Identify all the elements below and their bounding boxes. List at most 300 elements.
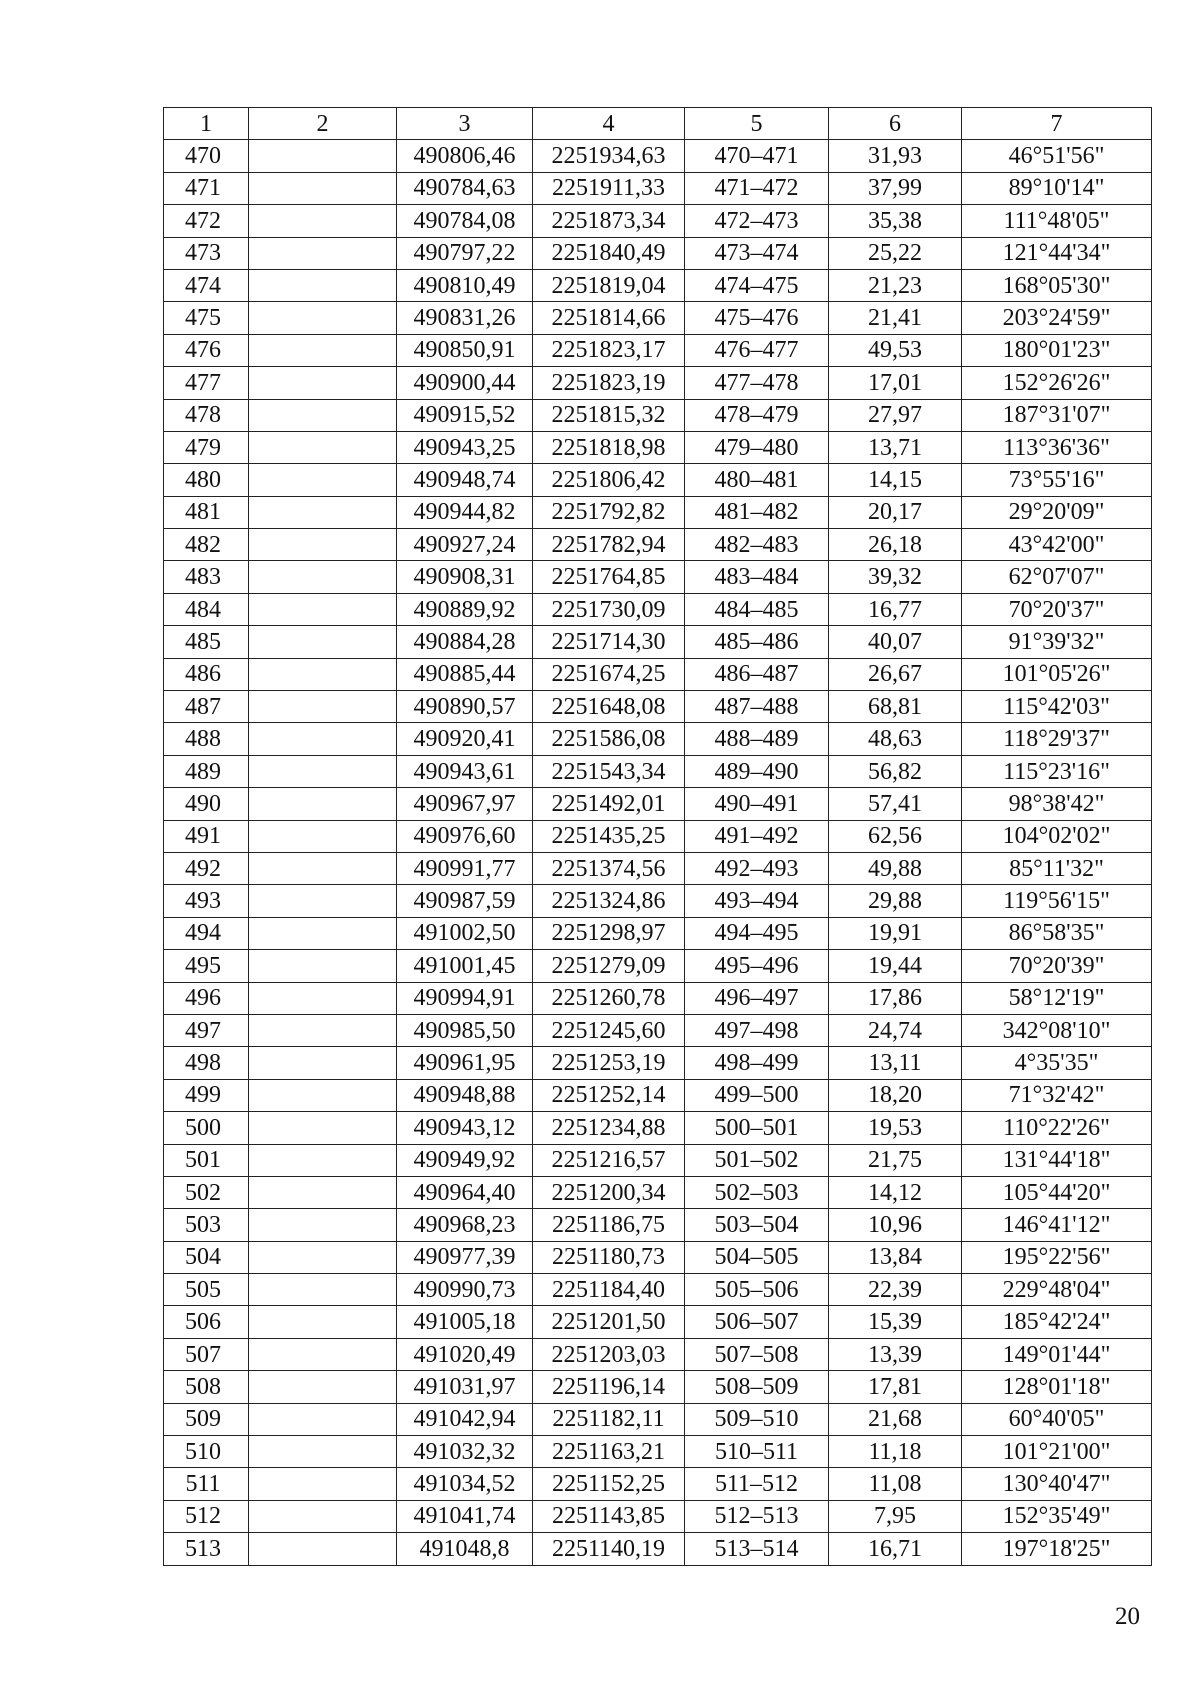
cell-coordinate-y: 2251814,66 bbox=[533, 302, 685, 334]
cell-bearing: 91°39'32" bbox=[962, 626, 1152, 658]
table-row bbox=[164, 1047, 1152, 1079]
cell-segment: 485–486 bbox=[685, 626, 829, 658]
header-cell-4: 4 bbox=[533, 108, 685, 140]
cell-distance: 29,88 bbox=[829, 885, 962, 917]
cell-coordinate-x: 491048,8 bbox=[397, 1533, 533, 1565]
table-body bbox=[164, 140, 1152, 1565]
cell-coordinate-x: 490908,31 bbox=[397, 561, 533, 593]
cell-coordinate-x: 490948,88 bbox=[397, 1079, 533, 1111]
cell-coordinate-y: 2251806,42 bbox=[533, 464, 685, 496]
cell-coordinate-x: 490943,25 bbox=[397, 431, 533, 463]
cell-distance: 13,11 bbox=[829, 1047, 962, 1079]
cell-coordinate-y: 2251819,04 bbox=[533, 269, 685, 301]
cell-distance: 39,32 bbox=[829, 561, 962, 593]
table-row bbox=[164, 885, 1152, 917]
table-row bbox=[164, 788, 1152, 820]
table-row bbox=[164, 464, 1152, 496]
cell-point-name bbox=[249, 237, 397, 269]
cell-coordinate-x: 491020,49 bbox=[397, 1338, 533, 1370]
cell-distance: 15,39 bbox=[829, 1306, 962, 1338]
cell-point-name bbox=[249, 205, 397, 237]
cell-coordinate-x: 490890,57 bbox=[397, 691, 533, 723]
cell-point-name bbox=[249, 1014, 397, 1046]
cell-segment: 498–499 bbox=[685, 1047, 829, 1079]
cell-point-number: 503 bbox=[164, 1209, 249, 1241]
cell-distance: 40,07 bbox=[829, 626, 962, 658]
table-row bbox=[164, 334, 1152, 366]
table-row bbox=[164, 950, 1152, 982]
cell-point-number: 471 bbox=[164, 172, 249, 204]
cell-distance: 27,97 bbox=[829, 399, 962, 431]
cell-bearing: 105°44'20" bbox=[962, 1176, 1152, 1208]
cell-point-name bbox=[249, 1112, 397, 1144]
table-row bbox=[164, 1306, 1152, 1338]
cell-bearing: 46°51'56" bbox=[962, 140, 1152, 172]
cell-distance: 13,71 bbox=[829, 431, 962, 463]
cell-point-number: 494 bbox=[164, 917, 249, 949]
table-row bbox=[164, 1176, 1152, 1208]
cell-point-name bbox=[249, 691, 397, 723]
cell-distance: 19,44 bbox=[829, 950, 962, 982]
cell-point-name bbox=[249, 1371, 397, 1403]
cell-point-name bbox=[249, 1176, 397, 1208]
cell-coordinate-x: 490987,59 bbox=[397, 885, 533, 917]
cell-coordinate-y: 2251714,30 bbox=[533, 626, 685, 658]
cell-coordinate-x: 490990,73 bbox=[397, 1274, 533, 1306]
cell-coordinate-x: 491042,94 bbox=[397, 1403, 533, 1435]
cell-point-number: 513 bbox=[164, 1533, 249, 1565]
cell-point-number: 506 bbox=[164, 1306, 249, 1338]
cell-point-name bbox=[249, 1436, 397, 1468]
cell-coordinate-x: 490806,46 bbox=[397, 140, 533, 172]
cell-coordinate-x: 490964,40 bbox=[397, 1176, 533, 1208]
cell-point-name bbox=[249, 1144, 397, 1176]
page-number: 20 bbox=[1115, 1603, 1140, 1630]
cell-point-number: 502 bbox=[164, 1176, 249, 1208]
table-row bbox=[164, 820, 1152, 852]
cell-coordinate-y: 2251934,63 bbox=[533, 140, 685, 172]
cell-point-name bbox=[249, 788, 397, 820]
cell-distance: 14,12 bbox=[829, 1176, 962, 1208]
cell-point-name bbox=[249, 1500, 397, 1532]
cell-distance: 17,01 bbox=[829, 367, 962, 399]
table-row bbox=[164, 1468, 1152, 1500]
cell-distance: 49,88 bbox=[829, 852, 962, 884]
cell-coordinate-x: 490967,97 bbox=[397, 788, 533, 820]
cell-segment: 473–474 bbox=[685, 237, 829, 269]
cell-segment: 504–505 bbox=[685, 1241, 829, 1273]
table-row bbox=[164, 1403, 1152, 1435]
cell-coordinate-x: 491005,18 bbox=[397, 1306, 533, 1338]
cell-coordinate-y: 2251180,73 bbox=[533, 1241, 685, 1273]
cell-coordinate-x: 490850,91 bbox=[397, 334, 533, 366]
header-cell-5: 5 bbox=[685, 108, 829, 140]
cell-coordinate-x: 490784,63 bbox=[397, 172, 533, 204]
cell-distance: 17,81 bbox=[829, 1371, 962, 1403]
cell-bearing: 118°29'37" bbox=[962, 723, 1152, 755]
cell-point-number: 480 bbox=[164, 464, 249, 496]
cell-segment: 494–495 bbox=[685, 917, 829, 949]
table-row bbox=[164, 1079, 1152, 1111]
cell-segment: 477–478 bbox=[685, 367, 829, 399]
cell-point-name bbox=[249, 755, 397, 787]
cell-point-number: 487 bbox=[164, 691, 249, 723]
cell-distance: 37,99 bbox=[829, 172, 962, 204]
cell-coordinate-x: 490915,52 bbox=[397, 399, 533, 431]
cell-bearing: 89°10'14" bbox=[962, 172, 1152, 204]
cell-point-name bbox=[249, 982, 397, 1014]
cell-bearing: 203°24'59" bbox=[962, 302, 1152, 334]
cell-point-number: 496 bbox=[164, 982, 249, 1014]
cell-segment: 484–485 bbox=[685, 593, 829, 625]
cell-point-name bbox=[249, 269, 397, 301]
cell-segment: 491–492 bbox=[685, 820, 829, 852]
cell-point-name bbox=[249, 399, 397, 431]
cell-point-name bbox=[249, 723, 397, 755]
cell-coordinate-y: 2251586,08 bbox=[533, 723, 685, 755]
cell-bearing: 85°11'32" bbox=[962, 852, 1152, 884]
cell-bearing: 73°55'16" bbox=[962, 464, 1152, 496]
cell-point-number: 485 bbox=[164, 626, 249, 658]
cell-point-name bbox=[249, 1241, 397, 1273]
cell-segment: 482–483 bbox=[685, 529, 829, 561]
cell-coordinate-x: 490961,95 bbox=[397, 1047, 533, 1079]
cell-bearing: 60°40'05" bbox=[962, 1403, 1152, 1435]
cell-coordinate-x: 490948,74 bbox=[397, 464, 533, 496]
cell-point-name bbox=[249, 658, 397, 690]
cell-point-number: 477 bbox=[164, 367, 249, 399]
cell-coordinate-y: 2251324,86 bbox=[533, 885, 685, 917]
cell-point-name bbox=[249, 626, 397, 658]
cell-segment: 499–500 bbox=[685, 1079, 829, 1111]
cell-point-number: 482 bbox=[164, 529, 249, 561]
cell-point-number: 493 bbox=[164, 885, 249, 917]
cell-segment: 501–502 bbox=[685, 1144, 829, 1176]
cell-bearing: 70°20'37" bbox=[962, 593, 1152, 625]
cell-coordinate-y: 2251492,01 bbox=[533, 788, 685, 820]
cell-coordinate-y: 2251279,09 bbox=[533, 950, 685, 982]
cell-point-number: 508 bbox=[164, 1371, 249, 1403]
cell-segment: 502–503 bbox=[685, 1176, 829, 1208]
cell-coordinate-y: 2251140,19 bbox=[533, 1533, 685, 1565]
cell-segment: 488–489 bbox=[685, 723, 829, 755]
cell-segment: 486–487 bbox=[685, 658, 829, 690]
cell-distance: 48,63 bbox=[829, 723, 962, 755]
cell-coordinate-x: 490900,44 bbox=[397, 367, 533, 399]
cell-coordinate-y: 2251818,98 bbox=[533, 431, 685, 463]
cell-bearing: 342°08'10" bbox=[962, 1014, 1152, 1046]
cell-distance: 26,18 bbox=[829, 529, 962, 561]
table-row bbox=[164, 852, 1152, 884]
cell-point-name bbox=[249, 172, 397, 204]
cell-segment: 505–506 bbox=[685, 1274, 829, 1306]
table-row bbox=[164, 1112, 1152, 1144]
cell-point-number: 495 bbox=[164, 950, 249, 982]
cell-coordinate-y: 2251792,82 bbox=[533, 496, 685, 528]
cell-segment: 476–477 bbox=[685, 334, 829, 366]
cell-point-number: 475 bbox=[164, 302, 249, 334]
cell-coordinate-y: 2251823,17 bbox=[533, 334, 685, 366]
table-row bbox=[164, 1533, 1152, 1565]
cell-bearing: 113°36'36" bbox=[962, 431, 1152, 463]
table-row bbox=[164, 691, 1152, 723]
cell-point-number: 499 bbox=[164, 1079, 249, 1111]
cell-coordinate-y: 2251840,49 bbox=[533, 237, 685, 269]
cell-point-name bbox=[249, 496, 397, 528]
cell-distance: 19,53 bbox=[829, 1112, 962, 1144]
cell-coordinate-y: 2251298,97 bbox=[533, 917, 685, 949]
cell-coordinate-y: 2251260,78 bbox=[533, 982, 685, 1014]
table-row bbox=[164, 917, 1152, 949]
cell-point-number: 509 bbox=[164, 1403, 249, 1435]
cell-point-number: 500 bbox=[164, 1112, 249, 1144]
table-row bbox=[164, 302, 1152, 334]
cell-distance: 31,93 bbox=[829, 140, 962, 172]
cell-coordinate-y: 2251253,19 bbox=[533, 1047, 685, 1079]
cell-point-number: 490 bbox=[164, 788, 249, 820]
cell-bearing: 229°48'04" bbox=[962, 1274, 1152, 1306]
cell-coordinate-y: 2251182,11 bbox=[533, 1403, 685, 1435]
cell-bearing: 111°48'05" bbox=[962, 205, 1152, 237]
cell-segment: 503–504 bbox=[685, 1209, 829, 1241]
cell-point-name bbox=[249, 950, 397, 982]
cell-point-number: 486 bbox=[164, 658, 249, 690]
cell-coordinate-x: 490884,28 bbox=[397, 626, 533, 658]
table-row bbox=[164, 561, 1152, 593]
cell-coordinate-x: 491032,32 bbox=[397, 1436, 533, 1468]
cell-segment: 511–512 bbox=[685, 1468, 829, 1500]
cell-coordinate-x: 490943,61 bbox=[397, 755, 533, 787]
cell-bearing: 152°35'49" bbox=[962, 1500, 1152, 1532]
cell-distance: 21,41 bbox=[829, 302, 962, 334]
cell-coordinate-x: 490797,22 bbox=[397, 237, 533, 269]
cell-bearing: 115°42'03" bbox=[962, 691, 1152, 723]
cell-distance: 25,22 bbox=[829, 237, 962, 269]
table-row bbox=[164, 658, 1152, 690]
cell-coordinate-x: 490831,26 bbox=[397, 302, 533, 334]
cell-distance: 14,15 bbox=[829, 464, 962, 496]
cell-point-number: 470 bbox=[164, 140, 249, 172]
cell-bearing: 130°40'47" bbox=[962, 1468, 1152, 1500]
cell-bearing: 146°41'12" bbox=[962, 1209, 1152, 1241]
cell-coordinate-y: 2251163,21 bbox=[533, 1436, 685, 1468]
cell-point-number: 511 bbox=[164, 1468, 249, 1500]
cell-coordinate-x: 490889,92 bbox=[397, 593, 533, 625]
cell-bearing: 101°05'26" bbox=[962, 658, 1152, 690]
cell-bearing: 62°07'07" bbox=[962, 561, 1152, 593]
cell-point-number: 492 bbox=[164, 852, 249, 884]
cell-point-number: 476 bbox=[164, 334, 249, 366]
table-row bbox=[164, 140, 1152, 172]
cell-distance: 18,20 bbox=[829, 1079, 962, 1111]
cell-segment: 479–480 bbox=[685, 431, 829, 463]
table-row bbox=[164, 1014, 1152, 1046]
cell-coordinate-y: 2251764,85 bbox=[533, 561, 685, 593]
table-row bbox=[164, 431, 1152, 463]
cell-point-name bbox=[249, 1533, 397, 1565]
cell-point-name bbox=[249, 1079, 397, 1111]
cell-segment: 470–471 bbox=[685, 140, 829, 172]
cell-distance: 11,08 bbox=[829, 1468, 962, 1500]
cell-bearing: 43°42'00" bbox=[962, 529, 1152, 561]
table-row bbox=[164, 205, 1152, 237]
cell-bearing: 101°21'00" bbox=[962, 1436, 1152, 1468]
cell-distance: 13,84 bbox=[829, 1241, 962, 1273]
cell-distance: 22,39 bbox=[829, 1274, 962, 1306]
cell-segment: 506–507 bbox=[685, 1306, 829, 1338]
cell-bearing: 58°12'19" bbox=[962, 982, 1152, 1014]
cell-distance: 21,68 bbox=[829, 1403, 962, 1435]
cell-point-number: 504 bbox=[164, 1241, 249, 1273]
coordinate-table bbox=[163, 107, 1152, 1566]
cell-coordinate-x: 490949,92 bbox=[397, 1144, 533, 1176]
cell-coordinate-y: 2251200,34 bbox=[533, 1176, 685, 1208]
cell-segment: 474–475 bbox=[685, 269, 829, 301]
cell-distance: 10,96 bbox=[829, 1209, 962, 1241]
cell-coordinate-x: 491041,74 bbox=[397, 1500, 533, 1532]
cell-segment: 497–498 bbox=[685, 1014, 829, 1046]
cell-point-number: 512 bbox=[164, 1500, 249, 1532]
cell-coordinate-y: 2251543,34 bbox=[533, 755, 685, 787]
cell-distance: 24,74 bbox=[829, 1014, 962, 1046]
cell-bearing: 71°32'42" bbox=[962, 1079, 1152, 1111]
cell-distance: 35,38 bbox=[829, 205, 962, 237]
cell-segment: 495–496 bbox=[685, 950, 829, 982]
cell-segment: 481–482 bbox=[685, 496, 829, 528]
cell-distance: 7,95 bbox=[829, 1500, 962, 1532]
cell-point-name bbox=[249, 593, 397, 625]
cell-coordinate-x: 490885,44 bbox=[397, 658, 533, 690]
cell-point-number: 498 bbox=[164, 1047, 249, 1079]
cell-coordinate-x: 490991,77 bbox=[397, 852, 533, 884]
cell-point-number: 507 bbox=[164, 1338, 249, 1370]
cell-coordinate-x: 491001,45 bbox=[397, 950, 533, 982]
cell-point-number: 474 bbox=[164, 269, 249, 301]
cell-coordinate-y: 2251143,85 bbox=[533, 1500, 685, 1532]
cell-coordinate-x: 490920,41 bbox=[397, 723, 533, 755]
cell-distance: 68,81 bbox=[829, 691, 962, 723]
table-row bbox=[164, 1274, 1152, 1306]
cell-coordinate-y: 2251201,50 bbox=[533, 1306, 685, 1338]
cell-coordinate-x: 491034,52 bbox=[397, 1468, 533, 1500]
cell-coordinate-y: 2251873,34 bbox=[533, 205, 685, 237]
cell-distance: 62,56 bbox=[829, 820, 962, 852]
cell-point-name bbox=[249, 334, 397, 366]
cell-coordinate-y: 2251184,40 bbox=[533, 1274, 685, 1306]
table-row bbox=[164, 1338, 1152, 1370]
cell-point-number: 491 bbox=[164, 820, 249, 852]
cell-point-name bbox=[249, 1209, 397, 1241]
cell-point-number: 483 bbox=[164, 561, 249, 593]
table-row bbox=[164, 237, 1152, 269]
cell-point-name bbox=[249, 529, 397, 561]
header-cell-6: 6 bbox=[829, 108, 962, 140]
cell-point-name bbox=[249, 1306, 397, 1338]
cell-point-number: 489 bbox=[164, 755, 249, 787]
cell-segment: 509–510 bbox=[685, 1403, 829, 1435]
table-row bbox=[164, 1500, 1152, 1532]
cell-point-name bbox=[249, 431, 397, 463]
cell-distance: 19,91 bbox=[829, 917, 962, 949]
cell-coordinate-x: 490943,12 bbox=[397, 1112, 533, 1144]
cell-coordinate-x: 490977,39 bbox=[397, 1241, 533, 1273]
cell-bearing: 121°44'34" bbox=[962, 237, 1152, 269]
cell-coordinate-x: 490927,24 bbox=[397, 529, 533, 561]
cell-point-number: 510 bbox=[164, 1436, 249, 1468]
cell-distance: 21,23 bbox=[829, 269, 962, 301]
cell-segment: 512–513 bbox=[685, 1500, 829, 1532]
table-row bbox=[164, 723, 1152, 755]
cell-bearing: 119°56'15" bbox=[962, 885, 1152, 917]
table-row bbox=[164, 529, 1152, 561]
cell-distance: 11,18 bbox=[829, 1436, 962, 1468]
table-row bbox=[164, 593, 1152, 625]
cell-coordinate-y: 2251435,25 bbox=[533, 820, 685, 852]
cell-bearing: 128°01'18" bbox=[962, 1371, 1152, 1403]
cell-coordinate-y: 2251674,25 bbox=[533, 658, 685, 690]
cell-segment: 507–508 bbox=[685, 1338, 829, 1370]
cell-point-number: 505 bbox=[164, 1274, 249, 1306]
table-row bbox=[164, 1436, 1152, 1468]
cell-coordinate-y: 2251823,19 bbox=[533, 367, 685, 399]
cell-bearing: 152°26'26" bbox=[962, 367, 1152, 399]
cell-distance: 49,53 bbox=[829, 334, 962, 366]
cell-point-number: 479 bbox=[164, 431, 249, 463]
cell-point-number: 484 bbox=[164, 593, 249, 625]
cell-bearing: 98°38'42" bbox=[962, 788, 1152, 820]
cell-distance: 57,41 bbox=[829, 788, 962, 820]
table-row bbox=[164, 496, 1152, 528]
cell-point-number: 472 bbox=[164, 205, 249, 237]
cell-coordinate-y: 2251245,60 bbox=[533, 1014, 685, 1046]
cell-bearing: 110°22'26" bbox=[962, 1112, 1152, 1144]
cell-segment: 489–490 bbox=[685, 755, 829, 787]
cell-coordinate-x: 491031,97 bbox=[397, 1371, 533, 1403]
cell-coordinate-x: 490994,91 bbox=[397, 982, 533, 1014]
cell-bearing: 180°01'23" bbox=[962, 334, 1152, 366]
table-row bbox=[164, 367, 1152, 399]
cell-point-name bbox=[249, 302, 397, 334]
table-row bbox=[164, 982, 1152, 1014]
cell-coordinate-x: 490784,08 bbox=[397, 205, 533, 237]
cell-coordinate-y: 2251234,88 bbox=[533, 1112, 685, 1144]
cell-bearing: 70°20'39" bbox=[962, 950, 1152, 982]
cell-coordinate-x: 490976,60 bbox=[397, 820, 533, 852]
cell-point-name bbox=[249, 917, 397, 949]
cell-distance: 21,75 bbox=[829, 1144, 962, 1176]
table-row bbox=[164, 269, 1152, 301]
cell-bearing: 149°01'44" bbox=[962, 1338, 1152, 1370]
cell-coordinate-y: 2251374,56 bbox=[533, 852, 685, 884]
cell-bearing: 29°20'09" bbox=[962, 496, 1152, 528]
table-row bbox=[164, 626, 1152, 658]
cell-distance: 20,17 bbox=[829, 496, 962, 528]
cell-segment: 478–479 bbox=[685, 399, 829, 431]
table-header bbox=[164, 108, 1152, 140]
header-cell-1: 1 bbox=[164, 108, 249, 140]
table-row bbox=[164, 399, 1152, 431]
cell-coordinate-x: 490944,82 bbox=[397, 496, 533, 528]
cell-distance: 13,39 bbox=[829, 1338, 962, 1370]
cell-coordinate-y: 2251911,33 bbox=[533, 172, 685, 204]
cell-bearing: 187°31'07" bbox=[962, 399, 1152, 431]
cell-segment: 472–473 bbox=[685, 205, 829, 237]
cell-coordinate-y: 2251730,09 bbox=[533, 593, 685, 625]
cell-coordinate-y: 2251186,75 bbox=[533, 1209, 685, 1241]
cell-segment: 493–494 bbox=[685, 885, 829, 917]
cell-segment: 490–491 bbox=[685, 788, 829, 820]
cell-segment: 483–484 bbox=[685, 561, 829, 593]
